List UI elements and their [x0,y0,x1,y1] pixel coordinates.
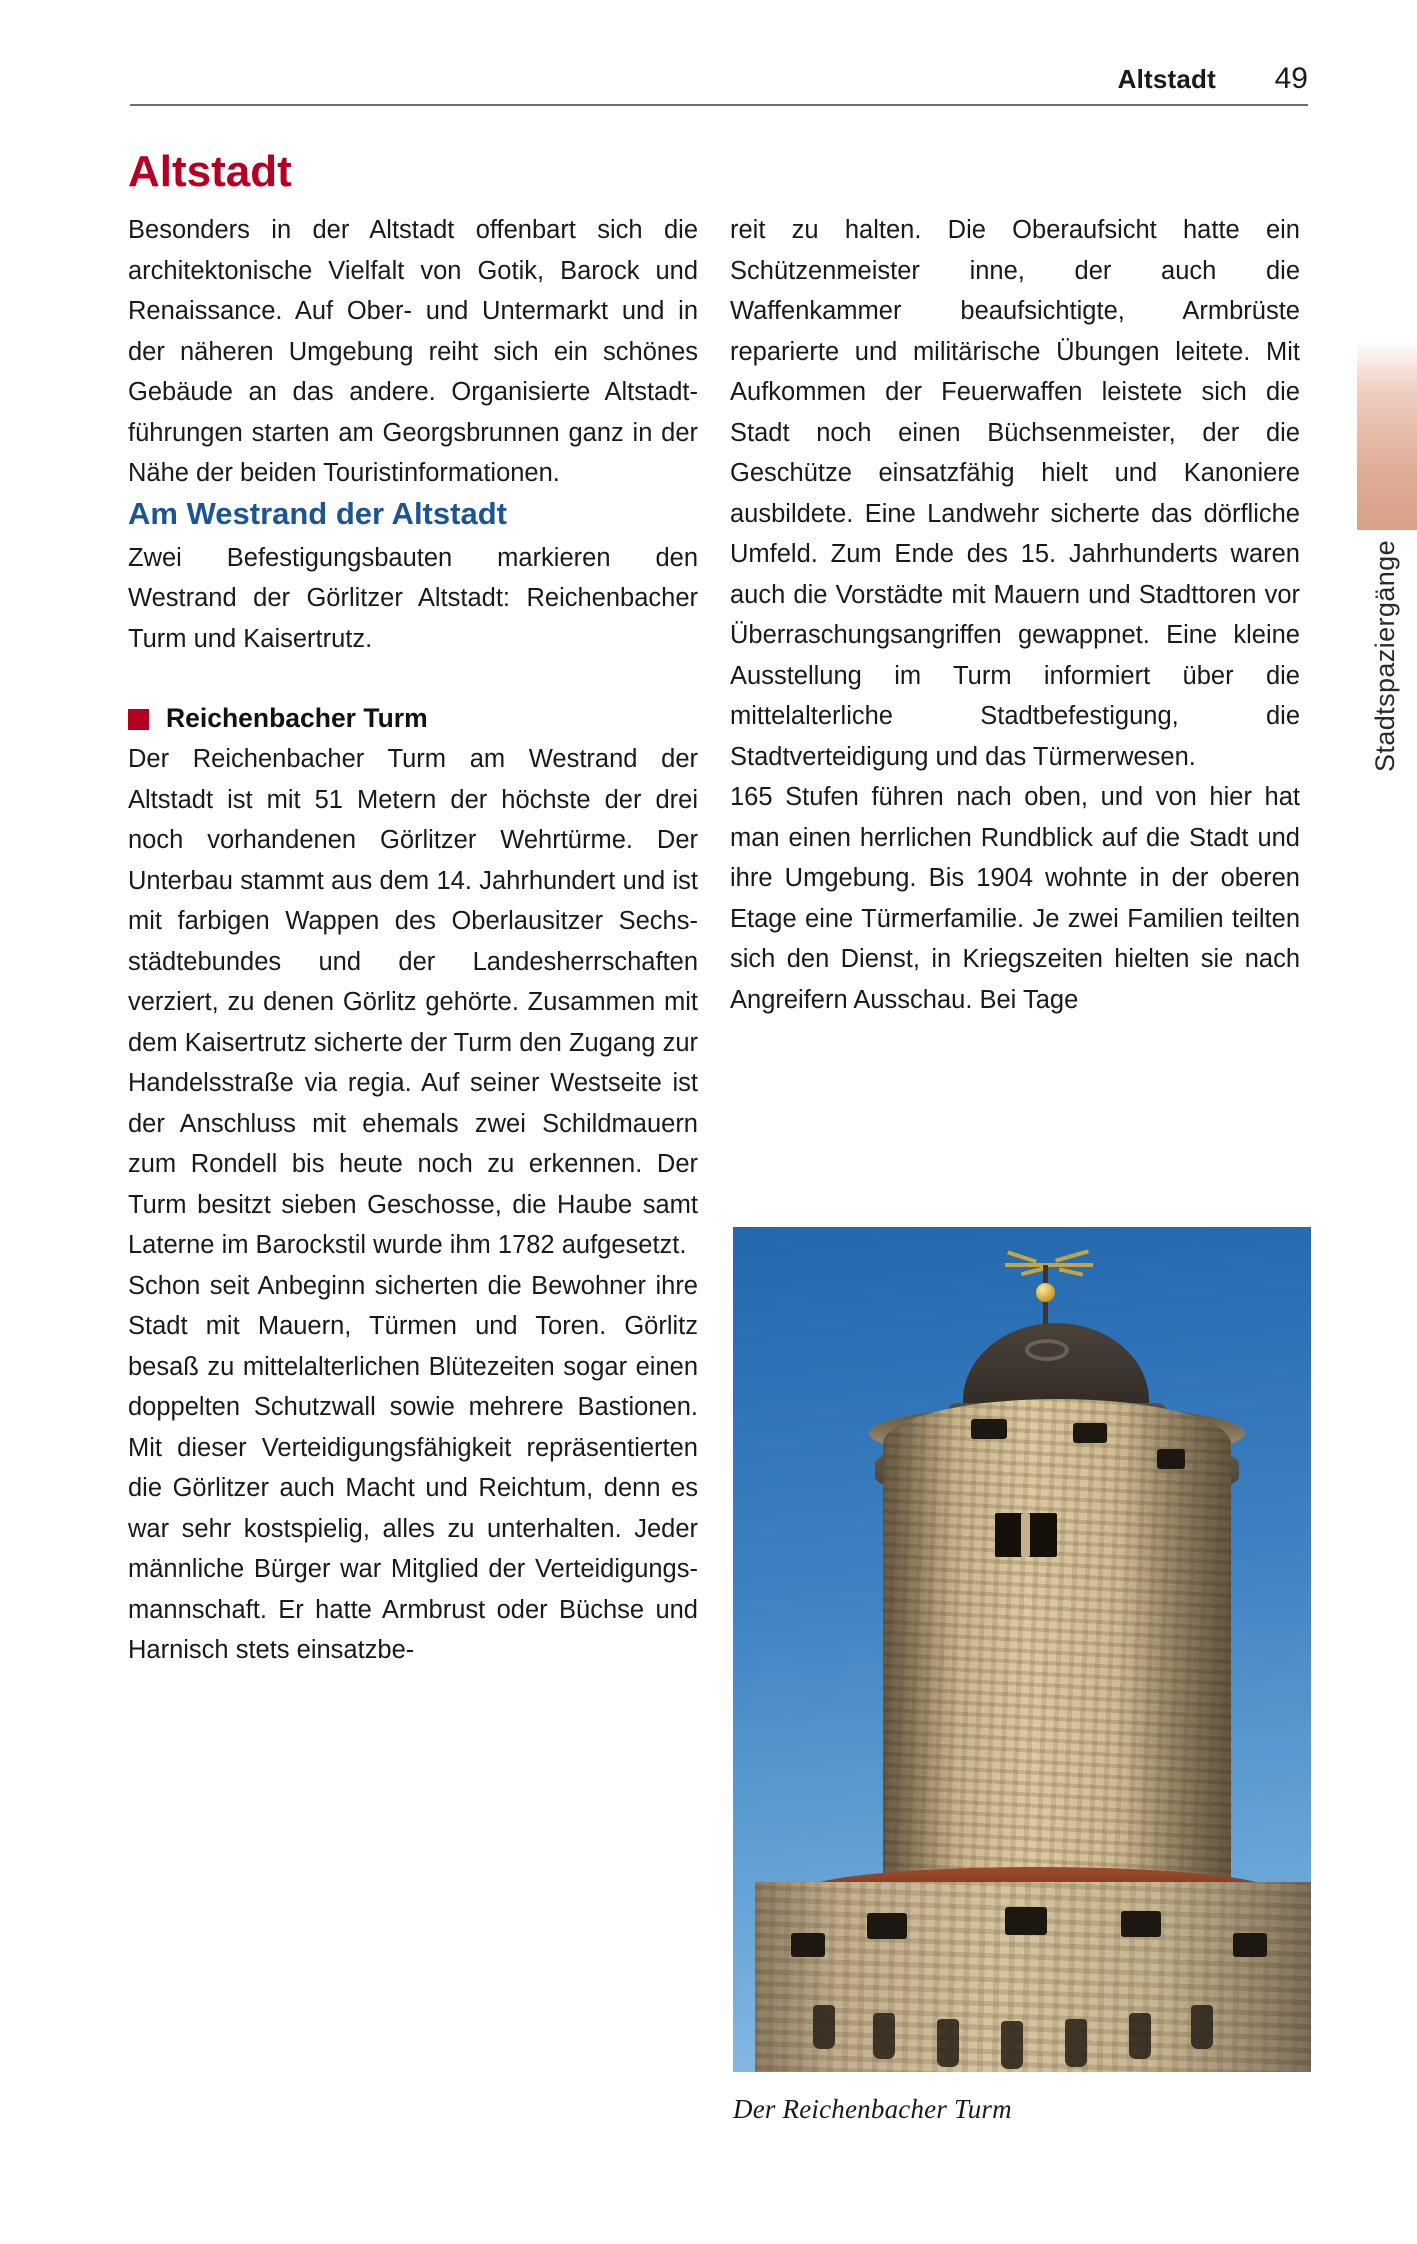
page-number: 49 [1274,62,1308,95]
tower-window [971,1419,1007,1439]
header-divider [130,104,1308,106]
red-square-bullet-icon [128,709,149,730]
westrand-paragraph: Zwei Befestigungsbauten markieren den Westrand der Görlitzer Altstadt: Reichenbacher Turm und Kaisertrutz. [128,543,698,653]
stone-tower-shaft [883,1399,1231,1899]
tower-photograph [733,1227,1311,2072]
lower-window [1121,1911,1161,1937]
lower-window [867,1913,907,1939]
lower-corbel [1191,2005,1213,2049]
right-paragraph-2: 165 Stufen führen nach oben, und von hier hat man einen herrlichen Rundblick auf die Stadt und ihre Umgebung. Bis 1904 wohnte in der oberen Etage eine Türmerfamilie. Je zwei Familien teilten sich den Dienst, in Kriegszeiten hielten sie nach Angreifern Ausschau. Bei Tage [730,783,1300,1014]
photo-figure [733,1227,1311,2125]
running-head-title: Altstadt [1117,64,1216,94]
lower-corbel [937,2019,959,2067]
tower-window [1073,1423,1107,1443]
shaft-shading [883,1399,1231,1899]
turm-paragraph-2: Schon seit Anbeginn sicherten die Bewohner ihre Stadt mit Mauern, Türmen und Toren. Görlitz besaß zu mittelalterlichen Blütezeiten sogar einen doppelten Schutzwall sowie mehrere Bastionen. Mit dieser Verteidigungsfähigkeit repräsentierten die Görlitzer auch Macht und Reichtum, denn es war sehr kostspielig, alles zu unterhalten. Jeder männliche Bürger war Mitglied der Verteidigungsmannschaft. Er hatte Armbrust oder Büchse und Harnisch stets einsatzbe- [128,1271,698,1664]
bullet-heading-label: Reichenbacher Turm [166,703,428,733]
side-tab-label-text: Stadtspaziergänge [1369,540,1400,772]
lower-window [1233,1933,1267,1957]
photo-caption: Der Reichenbacher Turm [733,2094,1012,2124]
bullet-heading-reichenbacher-turm [128,699,698,737]
lower-corbel [1129,2013,1151,2059]
thumb-tab-marker [1357,340,1417,530]
lower-window [1005,1907,1047,1935]
lower-corbel [813,2005,835,2049]
intro-paragraph: Besonders in der Altstadt offenbart sich die architektonische Vielfalt von Gotik, Barock und Renaissance. Auf Ober- und Untermarkt und in der näheren Umgebung reiht sich ein schönes Gebäude an das andere. Organisierte Altstadtführungen starten am Georgsbrunnen ganz in der Nähe der beiden Touristinformationen. [128,216,698,487]
turm-paragraph-1: Der Reichenbacher Turm am Westrand der Altstadt ist mit 51 Metern der höchste der drei noch vorhandenen Görlitzer Wehrtürme. Der Unterbau stammt aus dem 14. Jahrhundert und ist mit farbigen Wappen des Oberlausitzer Sechsstädtebundes und der Landesherrschaften verziert, zu denen Görlitz gehörte. Zusammen mit dem Kaisertrutz sicherte der Turm den Zugang zur Handelsstraße via regia. Auf seiner Westseite ist der Anschluss mit ehemals zwei Schildmauern zum Rondell bis heute noch zu erkennen. Der Turm besitzt sieben Geschosse, die Haube samt Laterne im Barockstil wurde ihm 1782 aufgesetzt. [128,745,698,1259]
left-column [128,210,698,1671]
lower-corbel [873,2013,895,2059]
page-title: Altstadt [128,147,292,197]
tower-window [1157,1449,1185,1469]
weather-vane-icon [1001,1249,1097,1283]
finial-ball [1036,1283,1055,1302]
lower-corbel [1065,2019,1087,2067]
running-head [130,62,1308,96]
lower-corbel [1001,2021,1023,2069]
section-heading-westrand: Am Westrand der Altstadt [128,495,507,531]
window-mullion [1021,1513,1030,1557]
lower-window [791,1933,825,1957]
right-column [730,210,1300,1020]
side-tab-label [1363,540,1407,970]
right-paragraph-1: reit zu halten. Die Oberaufsicht hatte ein Schützenmeister inne, der auch die Waffenkammer beaufsichtigte, Armbrüste reparierte und militärische Übungen leitete. Mit Aufkommen der Feuerwaffen leistete sich die Stadt noch einen Büchsenmeister, der die Geschütze einsatzfähig hielt und Kanoniere ausbildete. Eine Landwehr sicherte das dörfliche Umfeld. Zum Ende des 15. Jahrhunderts waren auch die Vorstädte mit Mauern und Stadttoren vor Überraschungsangriffen gewappnet. Eine kleine Ausstellung im Turm informiert über die mittelalterliche Stadtbefestigung, die Stadtverteidigung und das Türmerwesen. [730,216,1300,771]
dome-oculus-icon [1025,1339,1069,1361]
